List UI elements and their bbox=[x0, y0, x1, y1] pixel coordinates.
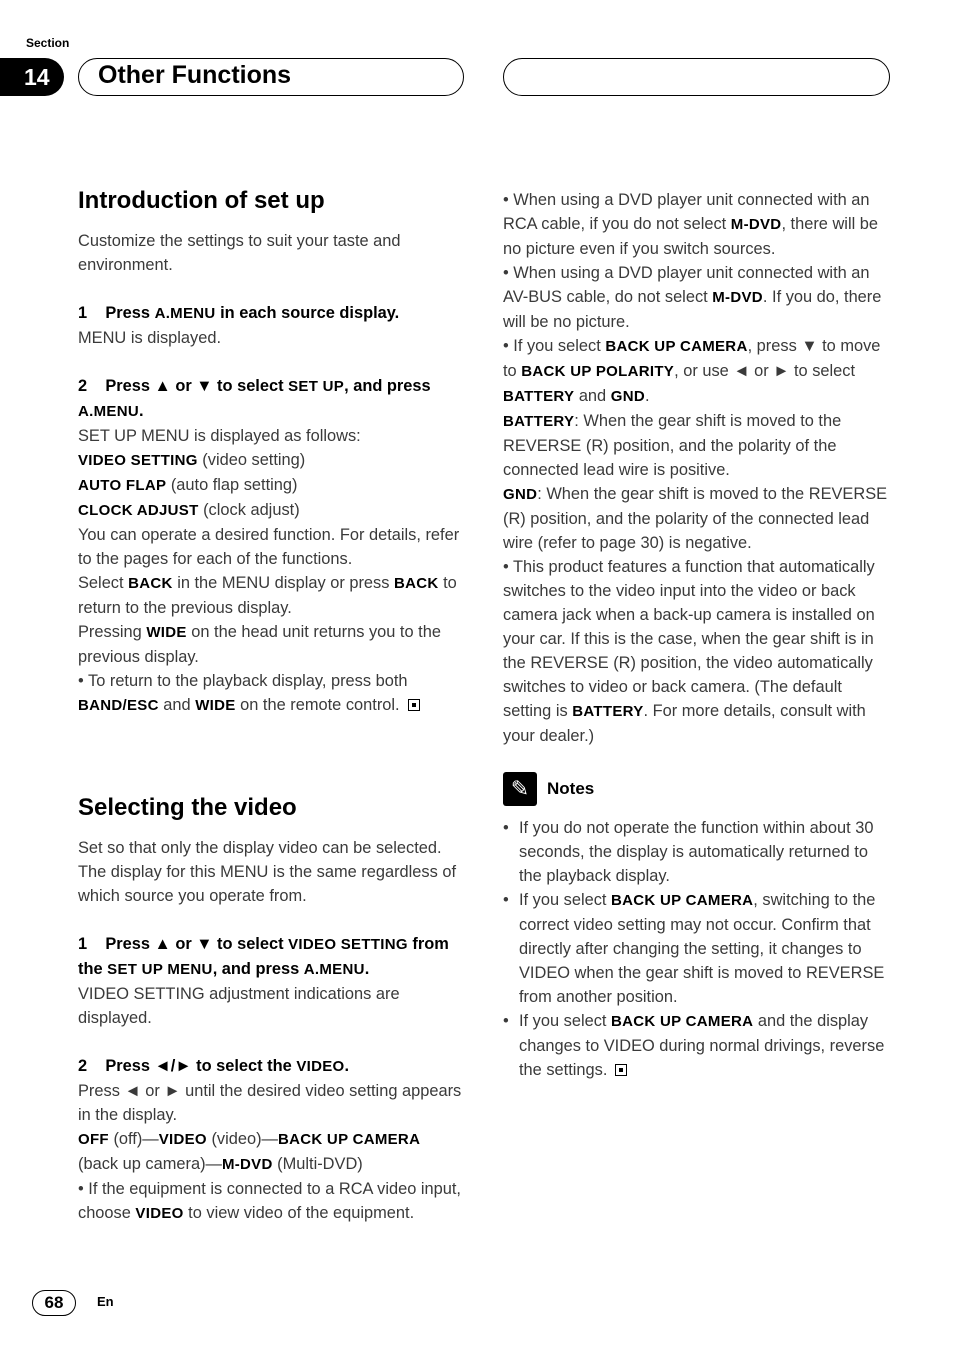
pencil-note-icon: ✎ bbox=[503, 772, 537, 806]
end-mark-icon bbox=[408, 699, 420, 711]
bullet-av-bus: • When using a DVD player unit connected with an AV-BUS cable, do not select M-DVD. If you do, there will be no picture. bbox=[503, 264, 882, 331]
intro-step-2-result: SET UP MENU is displayed as follows: bbox=[78, 427, 361, 445]
menu-item: AUTO FLAP (auto flap setting) bbox=[78, 476, 298, 494]
video-step-1: 1 Press ▲ or ▼ to select VIDEO SETTING from the SET UP MENU, and press A.MENU. bbox=[78, 935, 449, 978]
bullet-rca-cable: • When using a DVD player unit connected with an RCA cable, if you do not select M-DVD, there will be no picture even if you switch sources. bbox=[503, 191, 879, 258]
rca-paragraph: • If the equipment is connected to a RCA video input, choose VIDEO to view video of the equipment. bbox=[78, 1180, 461, 1222]
right-column bbox=[503, 188, 893, 1082]
video-options: OFF (off)—VIDEO (video)—BACK UP CAMERA (back up camera)—M-DVD (Multi-DVD) bbox=[78, 1130, 421, 1173]
end-mark-icon bbox=[615, 1064, 627, 1076]
video-step-2: 2 Press ◄/► to select the VIDEO. bbox=[78, 1057, 350, 1075]
menu-item: CLOCK ADJUST (clock adjust) bbox=[78, 501, 300, 519]
chapter-title-box bbox=[78, 58, 464, 96]
intro-heading: Introduction of set up bbox=[78, 187, 325, 214]
notes-title: Notes bbox=[547, 779, 595, 798]
video-step-1-result: VIDEO SETTING adjustment indications are displayed. bbox=[78, 985, 400, 1027]
bullet-auto-switch: • This product features a function that automatically switches to the video input into the video or back camera jack when a back-up camera is installed on your car. If this is the case, when the gear shift is in the REVERSE (R) position, the video automatically switches to video or back camera. (The default setting is BATTERY. For more details, consult with your dealer.) bbox=[503, 558, 875, 745]
back-paragraph: Select BACK in the MENU display or press BACK to return to the previous display. bbox=[78, 574, 457, 617]
video-step-2-result: Press ◄ or ► until the desired video setting appears in the display. bbox=[78, 1082, 462, 1124]
intro-step-1-result: MENU is displayed. bbox=[78, 329, 222, 347]
bullet-back-up-camera: • If you select BACK UP CAMERA, press ▼ to move to BACK UP POLARITY, or use ◄ or ► to select BATTERY and GND. bbox=[503, 337, 881, 405]
wide-paragraph: Pressing WIDE on the head unit returns you to the previous display. bbox=[78, 623, 441, 666]
gnd-definition: GND: When the gear shift is moved to the REVERSE (R) position, and the polarity of the connected lead wire (refer to page 30) is negative. bbox=[503, 485, 888, 552]
chapter-title: Other Functions bbox=[98, 61, 292, 89]
video-lead: Set so that only the display video can be selected. The display for this MENU is the same regardless of which source you operate from. bbox=[78, 839, 457, 905]
note-item: • If you select BACK UP CAMERA, switching to the correct video setting may not occur. Confirm that directly after changing the setting, it changes to VIDEO when the gear shift is moved to REVERSE from another position. bbox=[503, 888, 893, 1009]
intro-step-2: 2 Press ▲ or ▼ to select SET UP, and press A.MENU. bbox=[78, 377, 431, 420]
notes-header bbox=[503, 772, 893, 806]
video-heading: Selecting the video bbox=[78, 794, 297, 821]
operate-paragraph: You can operate a desired function. For details, refer to the pages for each of the functions. bbox=[78, 526, 460, 568]
page-number: 68 bbox=[32, 1290, 76, 1316]
left-column bbox=[78, 185, 464, 1226]
language-label: En bbox=[97, 1294, 114, 1309]
header-empty-box bbox=[503, 58, 890, 96]
notes-list bbox=[503, 816, 893, 1082]
section-number: 14 bbox=[0, 58, 64, 96]
battery-definition: BATTERY: When the gear shift is moved to the REVERSE (R) position, and the polarity of the connected lead wire is positive. bbox=[503, 412, 842, 479]
menu-item: VIDEO SETTING (video setting) bbox=[78, 451, 306, 469]
section-label: Section bbox=[26, 36, 70, 50]
note-item: • If you select BACK UP CAMERA and the display changes to VIDEO during normal drivings, reverse the settings. bbox=[503, 1009, 893, 1082]
intro-lead: Customize the settings to suit your taste and environment. bbox=[78, 232, 401, 274]
note-item: • If you do not operate the function within about 30 seconds, the display is automatically returned to the playback display. bbox=[503, 816, 893, 888]
intro-step-1: 1 Press A.MENU in each source display. bbox=[78, 304, 400, 322]
return-paragraph: • To return to the playback display, press both BAND/ESC and WIDE on the remote control. bbox=[78, 669, 464, 718]
